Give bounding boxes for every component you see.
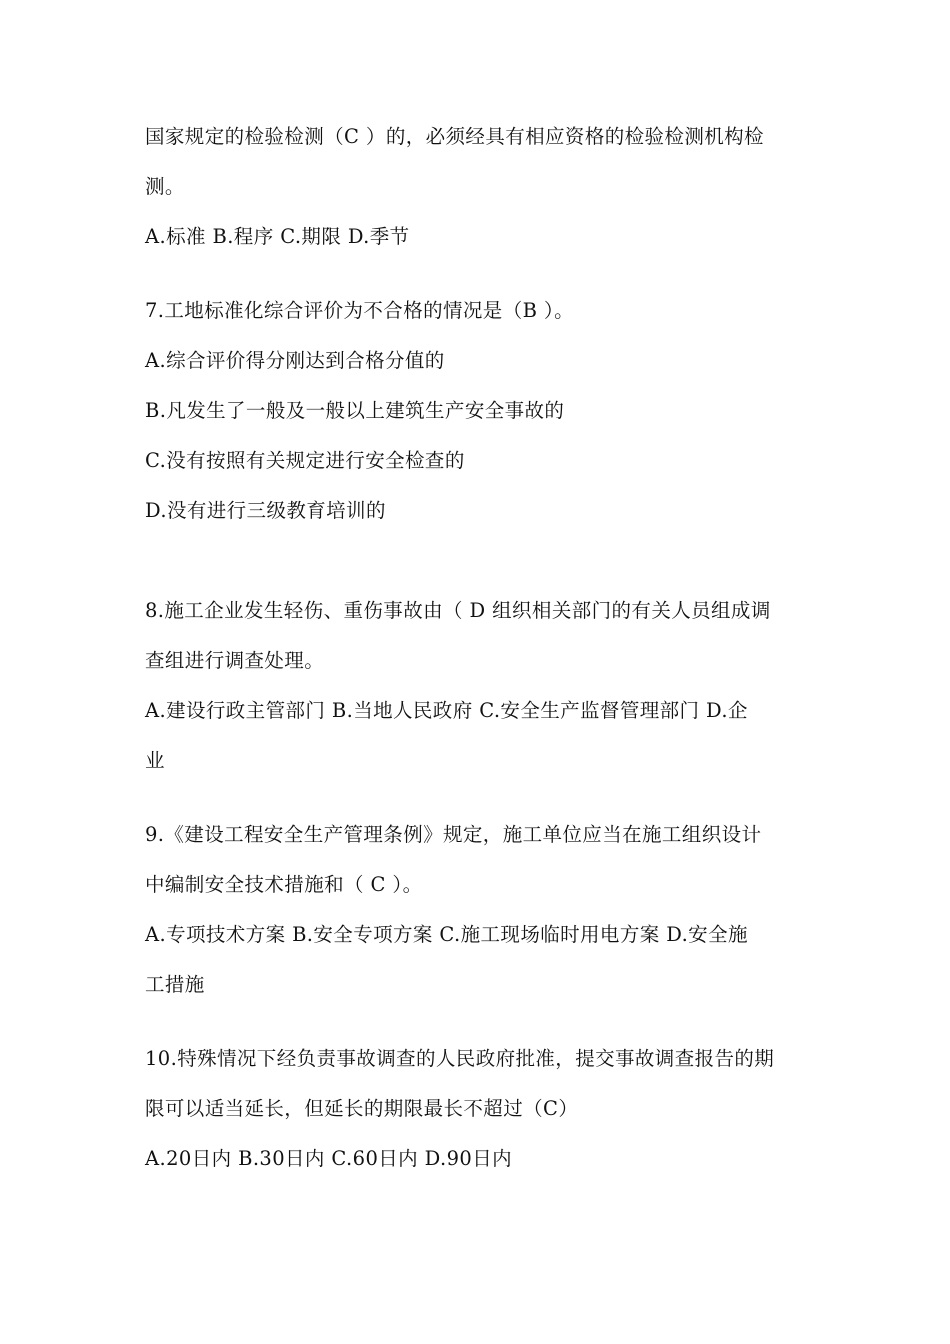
question-8-text-line-1: 8.施工企业发生轻伤、重伤事故由（ D 组织相关部门的有关人员组成调 — [145, 599, 771, 622]
question-8-options-line-1: A.建设行政主管部门 B.当地人民政府 C.安全生产监督管理部门 D.企 — [145, 699, 748, 722]
question-10-options: A.20日内 B.30日内 C.60日内 D.90日内 — [145, 1147, 513, 1170]
question-9-options-line-1: A.专项技术方案 B.安全专项方案 C.施工现场临时用电方案 D.安全施 — [145, 923, 748, 946]
question-7-option-b: B.凡发生了一般及一般以上建筑生产安全事故的 — [145, 399, 565, 422]
question-8-options-line-2: 业 — [145, 749, 165, 772]
question-7-option-c: C.没有按照有关规定进行安全检查的 — [145, 449, 465, 472]
question-6-options: A.标准 B.程序 C.期限 D.季节 — [145, 225, 410, 248]
question-7-option-d: D.没有进行三级教育培训的 — [145, 499, 386, 522]
question-10-text-line-2: 限可以适当延长，但延长的期限最长不超过（C） — [145, 1097, 579, 1120]
question-7-option-a: A.综合评价得分刚达到合格分值的 — [145, 349, 445, 372]
question-9-text-line-1: 9.《建设工程安全生产管理条例》规定，施工单位应当在施工组织设计 — [145, 823, 762, 846]
question-9-options-line-2: 工措施 — [145, 973, 205, 996]
question-6-text-line-2: 测。 — [145, 175, 185, 198]
question-6-text-line-1: 国家规定的检验检测（C ）的，必须经具有相应资格的检验检测机构检 — [145, 125, 764, 148]
question-8-text-line-2: 查组进行调查处理。 — [145, 649, 325, 672]
question-10-text-line-1: 10.特殊情况下经负责事故调查的人民政府批准，提交事故调查报告的期 — [145, 1047, 775, 1070]
question-7-text: 7.工地标准化综合评价为不合格的情况是（B ）。 — [145, 299, 574, 322]
question-9-text-line-2: 中编制安全技术措施和（ C ）。 — [145, 873, 423, 896]
